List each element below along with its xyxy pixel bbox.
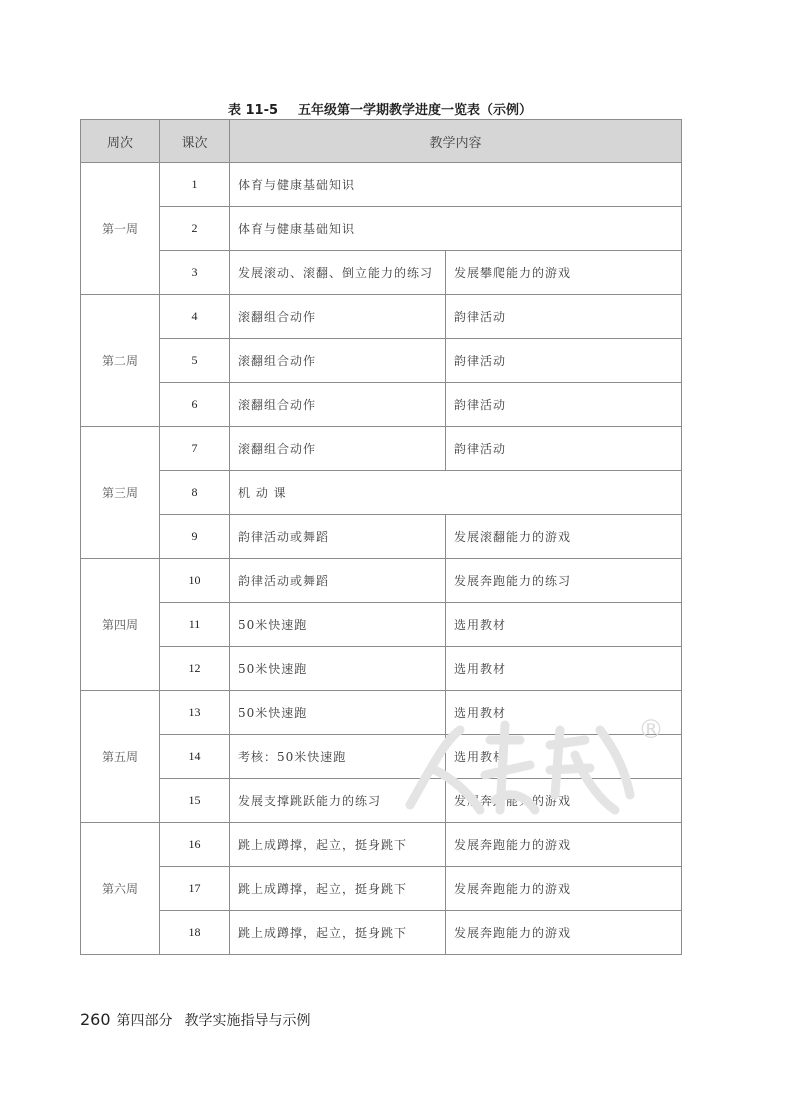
table-row: [81, 647, 682, 691]
lesson-number-cell: 4: [160, 295, 230, 339]
secondary-content-cell: 选用教材: [446, 647, 682, 691]
secondary-content-cell: 发展奔跑能力的游戏: [446, 867, 682, 911]
content-cell: 发展支撑跳跃能力的练习: [230, 779, 446, 823]
secondary-content-cell: 选用教材: [446, 603, 682, 647]
week-cell: 第二周: [81, 295, 160, 427]
content-cell: 滚翻组合动作: [230, 427, 446, 471]
lesson-number-cell: 12: [160, 647, 230, 691]
secondary-content-cell: 发展滚翻能力的游戏: [446, 515, 682, 559]
table-row: [81, 427, 682, 471]
content-cell: 50米快速跑: [230, 603, 446, 647]
table-row: [81, 163, 682, 207]
content-cell: 体育与健康基础知识: [230, 207, 682, 251]
lesson-number-cell: 10: [160, 559, 230, 603]
content-cell: 跳上成蹲撑，起立，挺身跳下: [230, 867, 446, 911]
content-cell: 滚翻组合动作: [230, 295, 446, 339]
lesson-number-cell: 5: [160, 339, 230, 383]
secondary-content-cell: 选用教材: [446, 735, 682, 779]
secondary-content-cell: 韵律活动: [446, 427, 682, 471]
header-row: [81, 120, 682, 163]
week-cell: 第五周: [81, 691, 160, 823]
lesson-number-cell: 7: [160, 427, 230, 471]
secondary-content-cell: 韵律活动: [446, 295, 682, 339]
table-row: [81, 471, 682, 515]
secondary-content-cell: 选用教材: [446, 691, 682, 735]
page-number: 260: [80, 1010, 111, 1029]
secondary-content-cell: 发展奔跑能力的练习: [446, 559, 682, 603]
lesson-number-cell: 2: [160, 207, 230, 251]
lesson-number-cell: 18: [160, 911, 230, 955]
content-cell: 跳上成蹲撑，起立，挺身跳下: [230, 911, 446, 955]
content-cell: 滚翻组合动作: [230, 383, 446, 427]
content-cell: 50米快速跑: [230, 647, 446, 691]
secondary-content-cell: 韵律活动: [446, 339, 682, 383]
registered-mark: ®: [638, 715, 664, 745]
week-cell: 第一周: [81, 163, 160, 295]
lesson-number-cell: 16: [160, 823, 230, 867]
content-cell: 机 动 课: [230, 471, 682, 515]
table-number: 表 11-5: [227, 103, 279, 118]
secondary-content-cell: 发展奔跑能力的游戏: [446, 823, 682, 867]
table-row: [81, 559, 682, 603]
table-row: [81, 823, 682, 867]
secondary-content-cell: 发展奔跑能力的游戏: [446, 911, 682, 955]
lesson-number-cell: 17: [160, 867, 230, 911]
content-cell: 发展滚动、滚翻、倒立能力的练习: [230, 251, 446, 295]
secondary-content-cell: 发展奔跑能力的游戏: [446, 779, 682, 823]
lesson-number-cell: 11: [160, 603, 230, 647]
week-cell: 第六周: [81, 823, 160, 955]
content-cell: 韵律活动或舞蹈: [230, 559, 446, 603]
content-cell: 滚翻组合动作: [230, 339, 446, 383]
secondary-content-cell: 发展攀爬能力的游戏: [446, 251, 682, 295]
lesson-number-cell: 13: [160, 691, 230, 735]
secondary-content-cell: 韵律活动: [446, 383, 682, 427]
table-row: [81, 383, 682, 427]
table-row: [81, 779, 682, 823]
lesson-number-cell: 14: [160, 735, 230, 779]
table-row: [81, 207, 682, 251]
header-content: 教学内容: [230, 120, 682, 163]
lesson-number-cell: 15: [160, 779, 230, 823]
table-row: [81, 691, 682, 735]
lesson-number-cell: 8: [160, 471, 230, 515]
table-row: [81, 339, 682, 383]
header-lesson: 课次: [160, 120, 230, 163]
content-cell: 50米快速跑: [230, 691, 446, 735]
footer-section: 教学实施指导与示例: [184, 1013, 311, 1029]
content-cell: 考核：50米快速跑: [230, 735, 446, 779]
content-cell: 跳上成蹲撑，起立，挺身跳下: [230, 823, 446, 867]
lesson-number-cell: 3: [160, 251, 230, 295]
table-row: [81, 911, 682, 955]
content-cell: 韵律活动或舞蹈: [230, 515, 446, 559]
lesson-number-cell: 9: [160, 515, 230, 559]
table-row: [81, 251, 682, 295]
week-cell: 第四周: [81, 559, 160, 691]
table-body: [81, 163, 682, 955]
table-row: [81, 735, 682, 779]
table-row: [81, 867, 682, 911]
week-cell: 第三周: [81, 427, 160, 559]
schedule-table: [80, 119, 682, 955]
header-week: 周次: [81, 120, 160, 163]
table-row: [81, 515, 682, 559]
table-row: [81, 295, 682, 339]
table-caption: [80, 99, 680, 118]
table-title: 五年级第一学期教学进度一览表（示例）: [298, 103, 533, 118]
page-footer: [80, 1010, 311, 1030]
lesson-number-cell: 1: [160, 163, 230, 207]
lesson-number-cell: 6: [160, 383, 230, 427]
footer-part: 第四部分: [116, 1013, 173, 1029]
content-cell: 体育与健康基础知识: [230, 163, 682, 207]
table-row: [81, 603, 682, 647]
